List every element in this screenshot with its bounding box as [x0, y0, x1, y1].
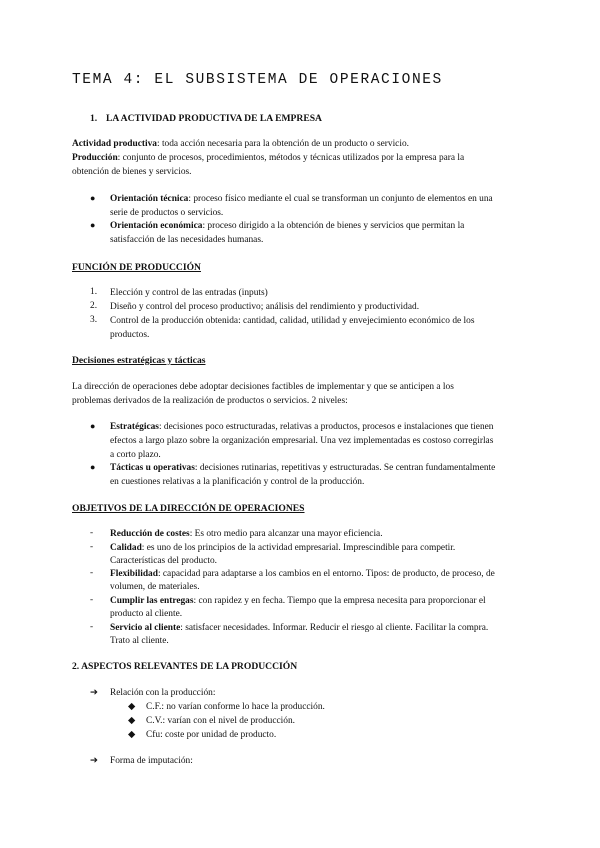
objetivos-heading: OBJETIVOS DE LA DIRECCIÓN DE OPERACIONES: [72, 503, 305, 514]
dash-marker: -: [90, 622, 94, 632]
section-2-heading: 2. ASPECTOS RELEVANTES DE LA PRODUCCIÓN: [72, 661, 298, 672]
objetivo-item-cont: volumen, de materiales.: [110, 582, 200, 592]
objetivo-item: Calidad: es uno de los principios de la actividad empresarial. Imprescindible para competir.: [110, 543, 456, 553]
section-1-heading: LA ACTIVIDAD PRODUCTIVA DE LA EMPRESA: [106, 113, 322, 124]
list-item: Diseño y control del proceso productivo; análisis del rendimiento y productividad.: [110, 302, 420, 312]
definition-produccion: Producción: conjunto de procesos, procedimientos, métodos y técnicas utilizados por la empresa para la: [72, 153, 465, 163]
orientacion-economica-cont: satisfacción de las necesidades humanas.: [110, 235, 264, 245]
arrow-icon: ➔: [90, 756, 98, 766]
bullet-marker: ●: [90, 193, 96, 203]
list-number: 2.: [90, 301, 98, 311]
bullet-marker: ●: [90, 220, 96, 230]
dash-marker: -: [90, 542, 94, 552]
decision-estrategicas-cont2: a corto plazo.: [110, 450, 161, 460]
diamond-icon: ◆: [128, 716, 136, 726]
list-number: 1.: [90, 287, 98, 297]
arrow-item: Relación con la producción:: [110, 688, 216, 698]
decisiones-intro: La dirección de operaciones debe adoptar decisiones factibles de implementar y que se anticipen a los: [72, 382, 454, 392]
decision-tacticas-cont: en cuestiones relativas a la planificación y control de la producción.: [110, 477, 365, 487]
diamond-icon: ◆: [128, 730, 136, 740]
objetivo-item-cont: Características del producto.: [110, 556, 217, 566]
sub-item: Cfu: coste por unidad de producto.: [146, 730, 277, 740]
decision-estrategicas: Estratégicas: decisiones poco estructuradas, relativas a productos, procesos e instalaciones que tienen: [110, 422, 494, 432]
section-1-number: 1.: [90, 113, 98, 124]
diamond-icon: ◆: [128, 702, 136, 712]
decisiones-heading: Decisiones estratégicas y tácticas: [72, 355, 206, 366]
list-item: Elección y control de las entradas (inputs): [110, 288, 268, 298]
sub-item: C.V.: varían con el nivel de producción.: [146, 716, 296, 726]
orientacion-tecnica: Orientación técnica: proceso físico mediante el cual se transforman un conjunto de elementos en una: [110, 194, 493, 204]
bullet-marker: ●: [90, 462, 96, 472]
list-number: 3.: [90, 315, 98, 325]
dash-marker: -: [90, 595, 94, 605]
decision-tacticas: Tácticas u operativas: decisiones rutinarias, repetitivas y estructuradas. Se centran fundamentalmente: [110, 463, 496, 473]
objetivo-item: Cumplir las entregas: con rapidez y en fecha. Tiempo que la empresa necesita para proporcionar el: [110, 596, 486, 606]
decision-estrategicas-cont: efectos a largo plazo sobre la organización empresarial. Una vez implementadas es costoso corregirlas: [110, 436, 494, 446]
objetivo-item-cont: Trato al cliente.: [110, 636, 169, 646]
list-item: Control de la producción obtenida: cantidad, calidad, utilidad y envejecimiento económico de los: [110, 316, 475, 326]
sub-item: C.F.: no varían conforme lo hace la producción.: [146, 702, 325, 712]
objetivo-item: Flexibilidad: capacidad para adaptarse a los cambios en el entorno. Tipos: de producto, de proceso, de: [110, 569, 495, 579]
arrow-icon: ➔: [90, 688, 98, 698]
page-title: TEMA 4: EL SUBSISTEMA DE OPERACIONES: [72, 72, 443, 88]
objetivo-item: Servicio al cliente: satisfacer necesidades. Informar. Reducir el riesgo al cliente. Facilitar la compra.: [110, 623, 489, 633]
arrow-item: Forma de imputación:: [110, 756, 193, 766]
orientacion-tecnica-cont: serie de productos o servicios.: [110, 208, 224, 218]
objetivo-item: Reducción de costes: Es otro medio para alcanzar una mayor eficiencia.: [110, 529, 383, 539]
dash-marker: -: [90, 568, 94, 578]
definition-produccion-cont: obtención de bienes y servicios.: [72, 167, 192, 177]
objetivo-item-cont: producto al cliente.: [110, 609, 183, 619]
dash-marker: -: [90, 528, 94, 538]
funcion-heading: FUNCIÓN DE PRODUCCIÓN: [72, 262, 201, 273]
bullet-marker: ●: [90, 421, 96, 431]
decisiones-intro-cont: problemas derivados de la realización de productos o servicios. 2 niveles:: [72, 396, 348, 406]
list-item-cont: productos.: [110, 330, 150, 340]
orientacion-economica: Orientación económica: proceso dirigido a la obtención de bienes y servicios que permitan la: [110, 221, 465, 231]
definition-actividad: Actividad productiva: toda acción necesaria para la obtención de un producto o servicio.: [72, 139, 409, 149]
